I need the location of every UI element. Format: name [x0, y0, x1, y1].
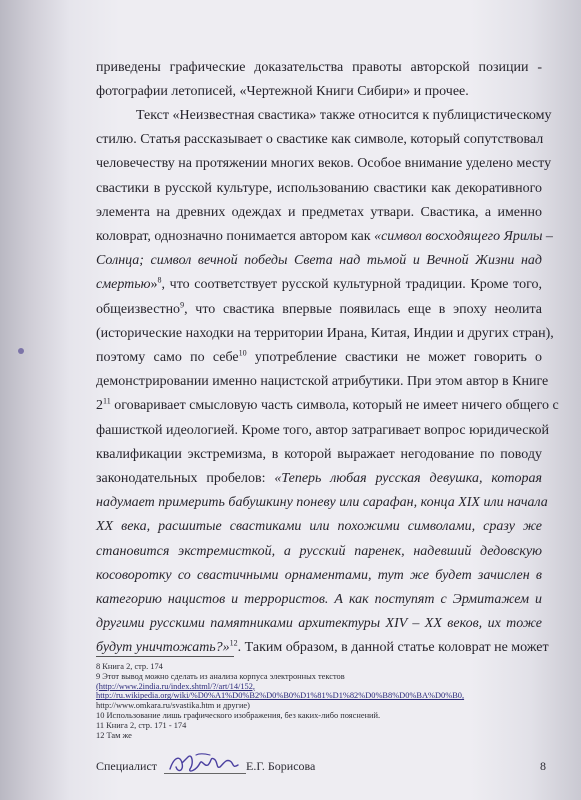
text-span: законодательных пробелов:: [96, 471, 266, 487]
text-span: коловрат, однозначно понимается автором как: [96, 229, 371, 245]
footnote-ref[interactable]: 8: [157, 275, 162, 285]
margin-ink-dot: [18, 348, 24, 354]
footnote-12: 12 Там же: [96, 730, 132, 740]
text-line: квалификации экстремизма, в которой выражает негодование по поводу: [96, 446, 542, 462]
footnotes: [96, 662, 546, 740]
text-line: фашисткой идеологией. Кроме того, автор затрагивает вопрос юридической: [96, 422, 550, 438]
signature-row: [96, 757, 546, 777]
text-line-italic: другими русскими памятниками архитектуры XIV – XX веков, их тоже: [96, 616, 542, 632]
footnote-link[interactable]: (http://www.2india.ru/index.shtml/?/art/14/152,: [96, 681, 256, 691]
quote-italic: «Теперь любая русская девушка, которая: [274, 471, 542, 487]
footnote-8: 8 Книга 2, стр. 174: [96, 662, 163, 671]
text-line: [96, 225, 553, 249]
text-line: фотографии летописей, «Чертежной Книги Сибири» и прочее.: [96, 84, 469, 100]
text-line: приведены графические доказательства правоты авторской позиции -: [96, 60, 542, 75]
text-span: , что свастика впервые появилась еще в эпоху неолита: [184, 301, 542, 317]
footnote-11: 11 Книга 2, стр. 171 - 174: [96, 720, 187, 730]
text-line: [96, 394, 559, 418]
quote-italic: будут уничтожать?»: [96, 640, 230, 656]
text-line: человечеству на протяжении многих веков. Особое внимание уделено месту: [96, 156, 552, 172]
footnote-ref[interactable]: 11: [103, 396, 111, 406]
text-span: , что соответствует русской культурной традиции. Кроме того,: [161, 277, 542, 293]
text-span: оговаривает смысловую часть символа, который не имеет ничего общего с: [110, 398, 559, 414]
footnote-9: 9 Этот вывод можно сделать из анализа корпуса электронных текстов: [96, 671, 345, 681]
text-span: 2: [96, 398, 103, 414]
text-line: [96, 346, 542, 370]
text-line: [96, 467, 542, 491]
footnote-link-line[interactable]: http://www.omkara.ru/svastika.htm и другие): [96, 701, 250, 711]
footnote-ref[interactable]: 12: [229, 638, 238, 648]
text-line-italic: категорию нацистов и террористов. А как поступят с Эрмитажем и: [96, 592, 542, 608]
text-span: Таким образом, в данной статье коловрат не может: [244, 640, 549, 656]
footnote-10: 10 Использование лишь графического изображения, без каких-либо пояснений.: [96, 710, 381, 720]
text-span: употребление свастики не может говорить о: [246, 350, 542, 366]
paragraph-1: [96, 56, 542, 104]
handwritten-signature: [166, 751, 244, 777]
text-line: Текст «Неизвестная свастика» также относится к публицистическому: [136, 108, 552, 123]
quote-italic: «символ восходящего Ярилы –: [374, 229, 553, 245]
footnote-link[interactable]: http://ru.wikipedia.org/wiki/%D0%A1%D0%B2%D0%B0%D1%81%D1%82%D0%B8%D0%BA%D0%B0,: [96, 691, 465, 701]
text-line: (исторические находки на территории Ирана, Китая, Индии и других стран),: [96, 325, 554, 341]
text-line-italic: косоворотку со свастичными орнаментами, тут же будет зачислен в: [96, 567, 542, 583]
text-line: будут уничтожать?»$^{12}$. Таким образом, в данной статье коловрат не может: [96, 638, 549, 656]
signer-name: Е.Г. Борисова: [246, 759, 316, 773]
page-number: 8: [540, 759, 546, 773]
paragraph-2: [96, 104, 559, 661]
text-line-italic: Солнца; символ вечной победы Света над тьмой и Вечной Жизни над: [96, 253, 542, 269]
footnote-separator: [96, 656, 234, 657]
footnote-ref[interactable]: 10: [238, 348, 247, 358]
footnote-ref[interactable]: 9: [180, 299, 185, 309]
text-span: поэтому само по себе: [96, 350, 239, 366]
text-line: демонстрировании именно нацистской атрибутики. При этом автор в Книге: [96, 374, 549, 390]
text-line: элемента на древних одеждах и предметах утвари. Свастика, а именно: [96, 204, 542, 220]
text-line-italic: XX века, расшитые свастиками или похожими символами, сразу же: [96, 519, 542, 535]
quote-italic: смертью: [96, 277, 151, 293]
text-line: [96, 298, 542, 322]
text-line-italic: надумает примерить бабушкину поневу или сарафан, конца XIX или начала: [96, 495, 548, 511]
text-line-italic: становится экстремисткой, а русский паренек, надевший дедовскую: [96, 543, 542, 559]
text-line: стилю. Статья рассказывает о свастике как символе, который сопутствовал: [96, 132, 544, 148]
text-line: смертью»$^8$, что соответствует русской культурной традиции. Кроме того,: [96, 275, 542, 293]
text-line: свастики в русской культуре, использованию свастики как декоративного: [96, 180, 542, 196]
signature-role: Специалист: [96, 759, 158, 773]
text-span: общеизвестно: [96, 301, 181, 317]
